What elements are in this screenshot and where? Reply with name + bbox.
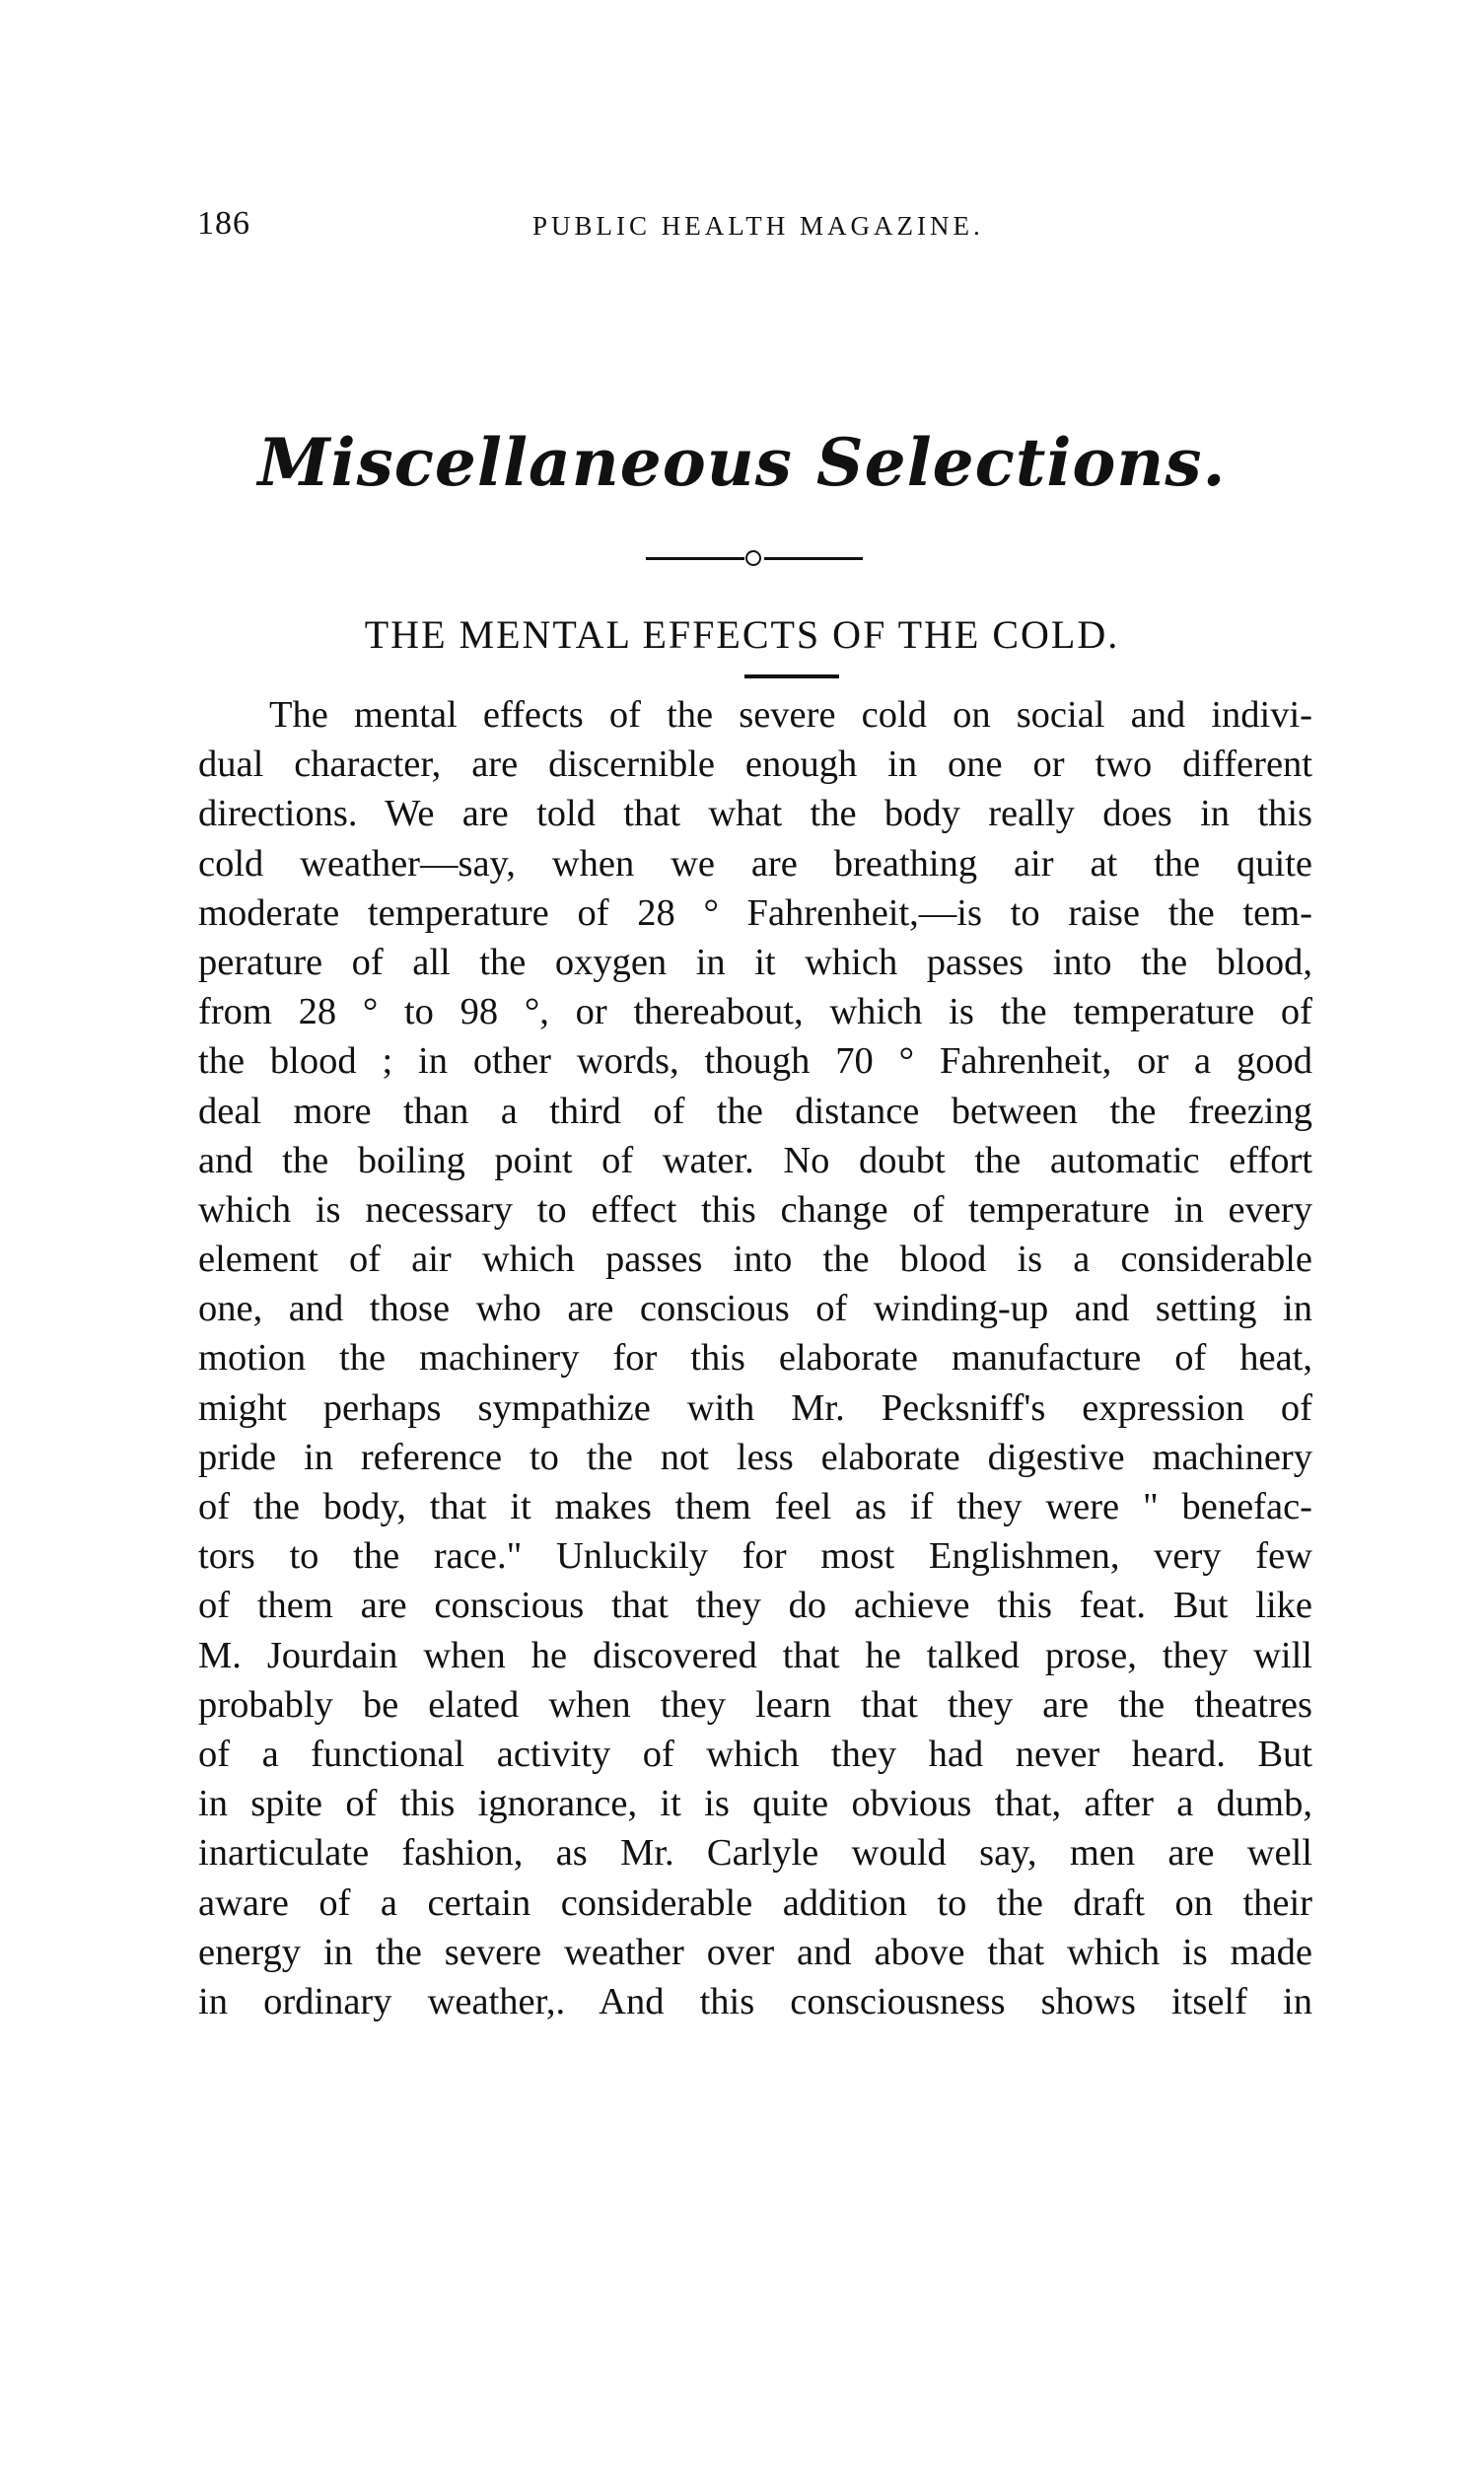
body-line: tors to the race." Unluckily for most Englishmen, very few	[198, 1535, 1312, 1578]
body-line: aware of a certain considerable addition to the draft on their	[198, 1881, 1312, 1924]
body-line: and the boiling point of water. No doubt the automatic effort	[198, 1139, 1312, 1181]
divider-line-right	[764, 557, 863, 560]
body-line: directions. We are told that what the body really does in this	[198, 793, 1312, 835]
body-line: the blood ; in other words, though 70 ° Fahrenheit, or a good	[198, 1040, 1312, 1083]
body-line: of them are conscious that they do achieve this feat. But like	[198, 1585, 1312, 1627]
body-line: element of air which passes into the blood is a considerable	[198, 1239, 1312, 1281]
journal-title: PUBLIC HEALTH MAGAZINE.	[532, 211, 984, 241]
body-line: motion the machinery for this elaborate manufacture of heat,	[198, 1337, 1312, 1380]
body-line: moderate temperature of 28 ° Fahrenheit,—is to raise the tem-	[198, 891, 1312, 934]
body-line: pride in reference to the not less elaborate digestive machinery	[198, 1436, 1312, 1478]
body-line: in ordinary weather,. And this consciousness shows itself in	[198, 1980, 1312, 2022]
ornamental-divider	[646, 550, 863, 566]
title-rule	[744, 674, 839, 678]
body-line: The mental effects of the severe cold on social and indivi-	[269, 694, 1312, 736]
body-line: of the body, that it makes them feel as if they were " benefac-	[198, 1486, 1312, 1527]
body-line: deal more than a third of the distance between the freezing	[198, 1090, 1312, 1132]
body-line: inarticulate fashion, as Mr. Carlyle would say, men are well	[198, 1832, 1312, 1875]
divider-circle	[745, 550, 761, 566]
article-title: THE MENTAL EFFECTS OF THE COLD.	[364, 612, 1120, 657]
body-line: perature of all the oxygen in it which passes into the blood,	[198, 941, 1312, 983]
section-title: Miscellaneous Selections.	[257, 424, 1227, 501]
body-line: energy in the severe weather over and above that which is made	[198, 1931, 1312, 1973]
body-line: dual character, are discernible enough in one or two different	[198, 744, 1312, 786]
article-body	[198, 690, 1312, 2026]
body-line: from 28 ° to 98 °, or thereabout, which is the temperature of	[198, 991, 1312, 1033]
body-line: which is necessary to effect this change of temperature in every	[198, 1188, 1312, 1231]
body-line: cold weather—say, when we are breathing air at the quite	[198, 842, 1312, 885]
body-line: M. Jourdain when he discovered that he talked prose, they will	[198, 1634, 1312, 1676]
body-line: in spite of this ignorance, it is quite obvious that, after a dumb,	[198, 1783, 1312, 1825]
page-number: 186	[197, 205, 250, 242]
body-line: probably be elated when they learn that they are the theatres	[198, 1683, 1312, 1726]
divider-line-left	[646, 557, 744, 560]
body-line: of a functional activity of which they had never heard. But	[198, 1733, 1312, 1775]
body-line: might perhaps sympathize with Mr. Pecksniff's expression of	[198, 1386, 1312, 1429]
body-line: one, and those who are conscious of winding-up and setting in	[198, 1288, 1312, 1330]
running-head	[197, 205, 1311, 245]
